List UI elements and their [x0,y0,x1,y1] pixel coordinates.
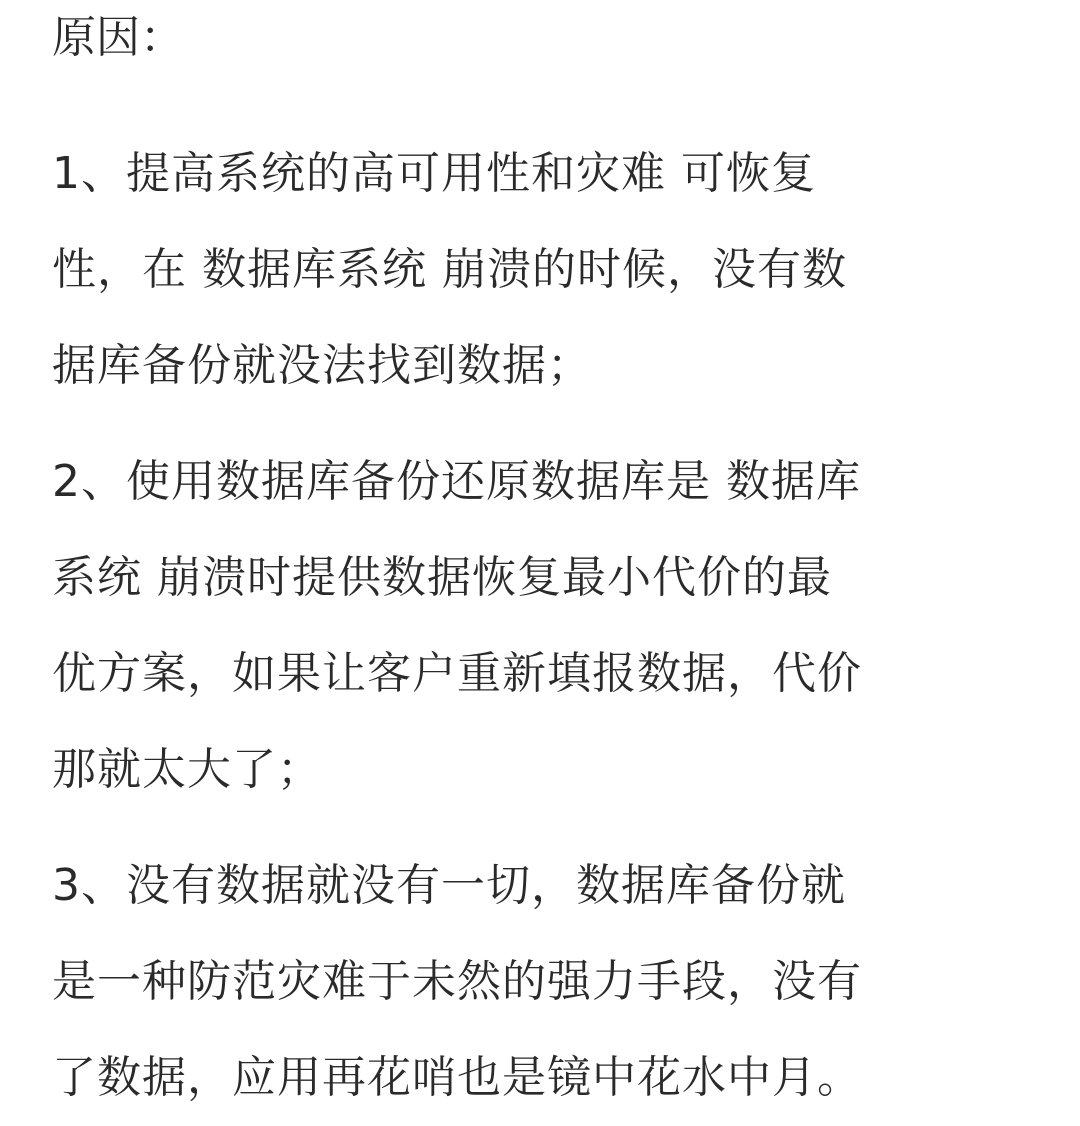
text-line: 系统 崩溃时提供数据恢复最小代价的最 [52,552,832,603]
text-line: 3、没有数据就没有一切，数据库备份就 [52,860,846,911]
reason-paragraph-2 [52,434,1052,818]
reason-paragraph-1 [52,126,1052,414]
text-line: 那就太大了； [52,744,322,795]
text-line: 1、提高系统的高可用性和灾难 可恢复 [52,148,816,199]
text-line: 是一种防范灾难于未然的强力手段，没有 [52,956,862,1007]
section-heading: 原因： [52,12,184,63]
text-line: 2、使用数据库备份还原数据库是 数据库 [52,456,861,507]
text-line: 据库备份就没法找到数据； [52,340,592,391]
text-line: 优方案，如果让客户重新填报数据，代价 [52,648,862,699]
article-body [52,0,1052,1126]
text-line: 了数据，应用再花哨也是镜中花水中月。 [52,1052,862,1103]
text-line: 性，在 数据库系统 崩溃的时候，没有数 [52,244,847,295]
reason-paragraph-3 [52,838,1052,1126]
